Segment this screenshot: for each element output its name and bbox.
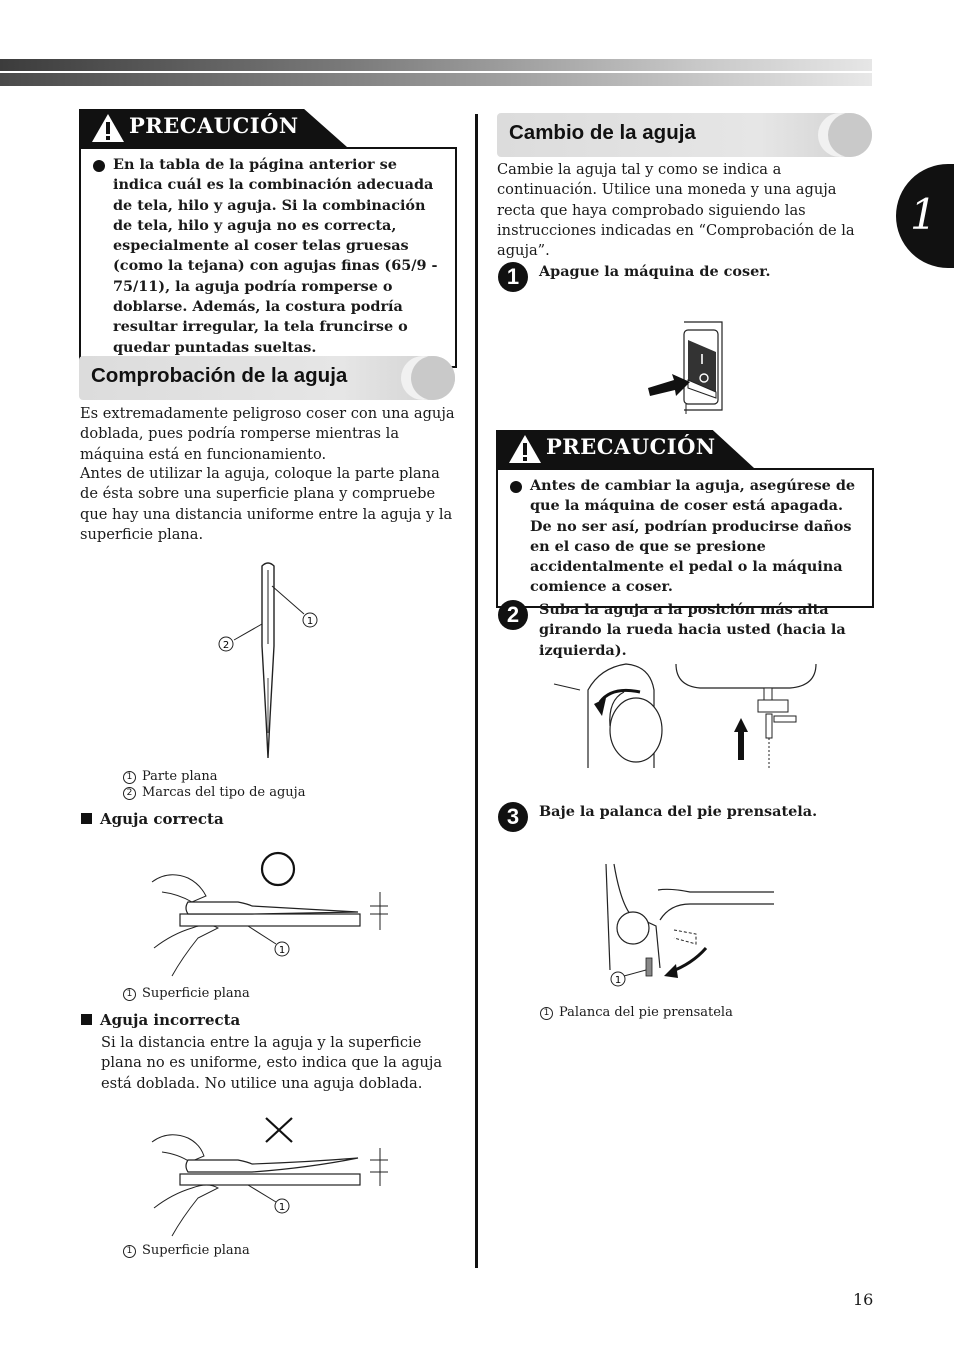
callout-2: 2 bbox=[222, 640, 230, 651]
chapter-tab bbox=[896, 164, 954, 268]
intro-paragraph-1: Es extremadamente peligroso coser con una aguja doblada, pues podría romperse mientras la máquina está en funcionamiento. bbox=[80, 405, 455, 463]
warning-icon bbox=[508, 434, 542, 464]
legend-text: Superficie plana bbox=[142, 986, 250, 1001]
step-number: 2 bbox=[498, 600, 528, 630]
change-intro: Cambie la aguja tal y como se indica a continuación. Utilice una moneda y una aguja recta que haya comprobado siguiendo las instrucciones indicadas en “Comprobación de la aguja”. bbox=[497, 161, 855, 260]
header-ring-decoration bbox=[411, 356, 455, 400]
caution-header bbox=[79, 109, 457, 147]
section-header-check-needle bbox=[79, 356, 455, 400]
header-bars bbox=[0, 59, 872, 86]
page-number: 16 bbox=[853, 1290, 874, 1309]
legend-text: Parte plana bbox=[142, 769, 218, 784]
incorrect-needle-heading bbox=[81, 1011, 240, 1029]
callout-1: 1 bbox=[278, 1202, 286, 1213]
caution-box-right bbox=[496, 430, 874, 608]
legend-item bbox=[123, 769, 305, 785]
heading-text: Aguja correcta bbox=[100, 810, 224, 828]
handwheel-illustration bbox=[550, 660, 820, 776]
step-number: 3 bbox=[498, 802, 528, 832]
header-bar-bottom bbox=[0, 73, 872, 86]
correct-needle-heading bbox=[81, 810, 224, 828]
header-ring-decoration bbox=[828, 113, 872, 157]
legend-number: 2 bbox=[123, 787, 136, 800]
column-divider bbox=[475, 114, 478, 1268]
power-switch-illustration bbox=[644, 318, 728, 414]
correct-needle-illustration bbox=[148, 848, 398, 988]
legend-text: Marcas del tipo de aguja bbox=[142, 785, 306, 800]
square-bullet-icon bbox=[81, 1014, 92, 1025]
section-title: Comprobación de la aguja bbox=[91, 364, 348, 387]
legend-number: 1 bbox=[123, 1245, 136, 1258]
warning-icon bbox=[91, 113, 125, 143]
bullet-icon bbox=[510, 481, 522, 493]
bullet-icon bbox=[93, 160, 105, 172]
step-text: Suba la aguja a la posición más alta girando la rueda hacia usted (hacia la izquierda). bbox=[539, 601, 846, 659]
header-bar-top bbox=[0, 59, 872, 71]
callout-1: 1 bbox=[614, 975, 622, 986]
intro-paragraph-2: Antes de utilizar la aguja, coloque la parte plana de ésta sobre una superficie plana y compruebe que hay una distancia uniforme entre la aguja y la superficie plana. bbox=[80, 465, 453, 543]
incorrect-needle-illustration bbox=[148, 1112, 398, 1242]
legend-text: Superficie plana bbox=[142, 1243, 250, 1258]
caution-label: PRECAUCIÓN bbox=[129, 113, 299, 138]
step-number: 1 bbox=[498, 262, 528, 292]
needle-illustration bbox=[200, 558, 340, 768]
legend-number: 1 bbox=[540, 1007, 553, 1020]
presser-legend bbox=[540, 1005, 733, 1021]
legend-number: 1 bbox=[123, 988, 136, 1001]
caution-text: Antes de cambiar la aguja, asegúrese de que la máquina de coser está apagada. De no ser así, podrían producirse daños en el caso de que se presione accidentalmente el pedal o la máquina comience a coser. bbox=[530, 477, 856, 596]
caution-text: En la tabla de la página anterior se indica cuál es la combinación adecuada de tela, hilo y aguja. Si la combinación de tela, hilo y aguja no es correcta, especialmente al coser telas gruesas (como la tejana) con agujas finas (65/9 - 75/11), la aguja podría romperse o doblarse. Además, la costura podría resultar irregular, la tela fruncirse o quedar puntadas sueltas. bbox=[113, 156, 438, 356]
incorrect-needle-text: Si la distancia entre la aguja y la superficie plana no es uniforme, esto indica que la aguja está doblada. No utilice una aguja doblada. bbox=[101, 1034, 443, 1092]
presser-lever-illustration bbox=[600, 860, 780, 990]
incorrect-legend bbox=[123, 1243, 250, 1259]
step-text: Baje la palanca del pie prensatela. bbox=[539, 803, 818, 820]
legend-item bbox=[123, 785, 305, 801]
legend-text: Palanca del pie prensatela bbox=[559, 1005, 733, 1020]
section-header-change-needle bbox=[497, 113, 872, 157]
square-bullet-icon bbox=[81, 813, 92, 824]
caution-box-left bbox=[79, 109, 457, 368]
needle-legend bbox=[123, 769, 305, 801]
callout-1: 1 bbox=[278, 945, 286, 956]
callout-1: 1 bbox=[306, 616, 314, 627]
heading-text: Aguja incorrecta bbox=[100, 1011, 241, 1029]
section-title: Cambio de la aguja bbox=[509, 121, 696, 144]
chapter-number: 1 bbox=[910, 190, 937, 239]
caution-label: PRECAUCIÓN bbox=[546, 434, 716, 459]
caution-body bbox=[496, 468, 874, 608]
correct-legend bbox=[123, 986, 250, 1002]
caution-body bbox=[79, 147, 457, 368]
legend-number: 1 bbox=[123, 771, 136, 784]
caution-header bbox=[496, 430, 874, 468]
step-text: Apague la máquina de coser. bbox=[539, 263, 771, 280]
